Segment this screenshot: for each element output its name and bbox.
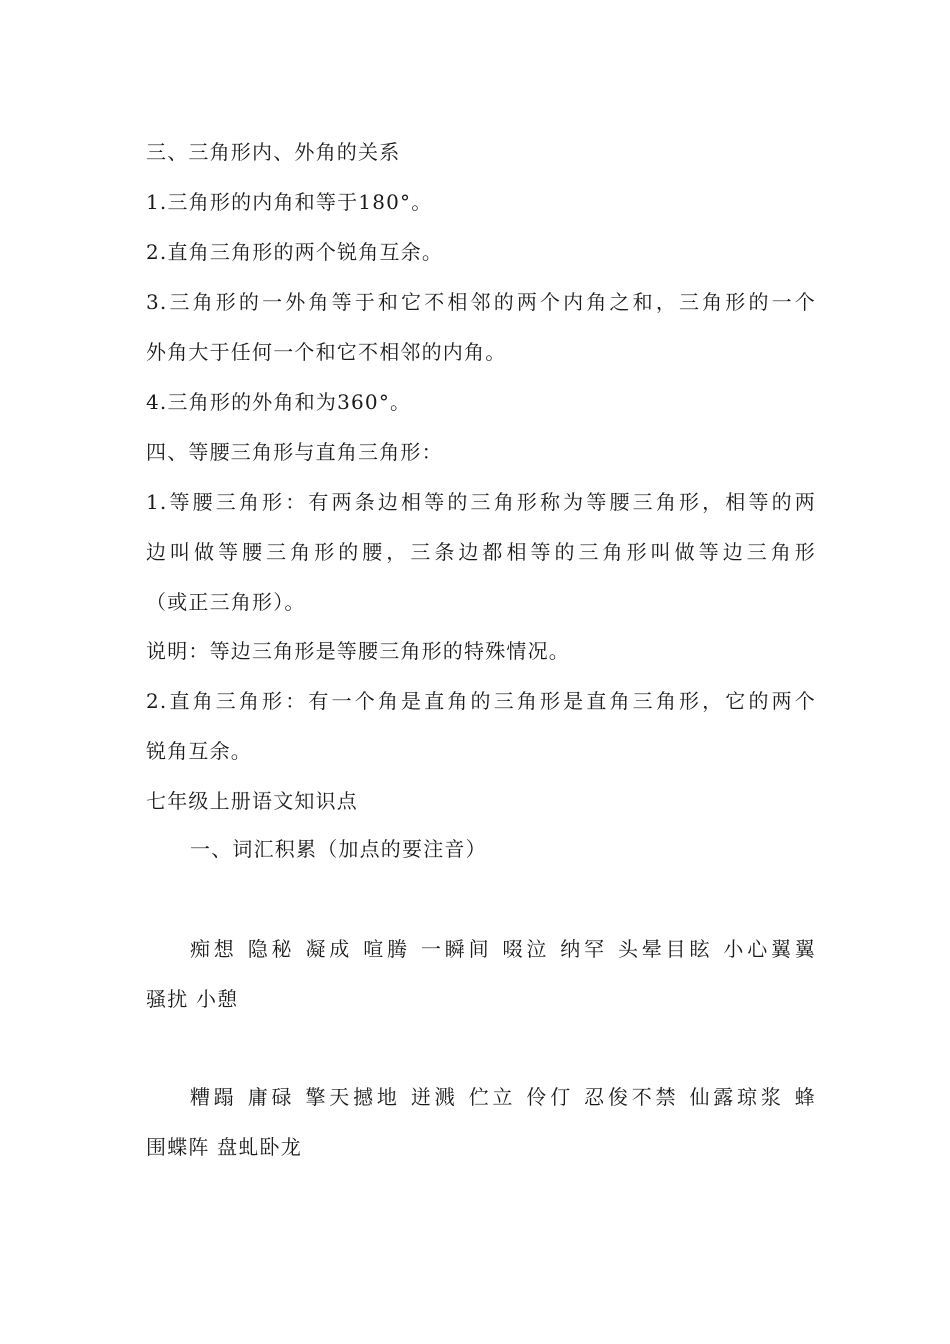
chinese-section-title: 七年级上册语文知识点 (146, 789, 358, 813)
section-4-item-1-line-2: 边叫做等腰三角形的腰，三条边都相等的三角形叫做等边三角形 (146, 540, 816, 564)
section-3-item-4: 4.三角形的外角和为360°。 (146, 390, 412, 414)
section-3-item-1: 1.三角形的内角和等于180°。 (146, 190, 433, 214)
section-4-item-2-line-2: 锐角互余。 (146, 739, 252, 763)
section-3-item-3-line-1: 3.三角形的一外角等于和它不相邻的两个内角之和，三角形的一个 (146, 290, 816, 314)
section-4-note: 说明：等边三角形是等腰三角形的特殊情况。 (146, 639, 570, 663)
section-4-item-2-line-1: 2.直角三角形：有一个角是直角的三角形是直角三角形，它的两个 (146, 689, 816, 713)
vocabulary-group-1-line-2: 骚扰 小憩 (146, 987, 239, 1011)
vocabulary-group-2-line-2: 围蝶阵 盘虬卧龙 (146, 1135, 302, 1159)
section-4-item-1-line-3: （或正三角形）。 (146, 590, 306, 614)
section-3-item-3-line-2: 外角大于任何一个和它不相邻的内角。 (146, 340, 507, 364)
section-3-item-2: 2.直角三角形的两个锐角互余。 (146, 240, 444, 264)
vocabulary-heading: 一、词汇积累（加点的要注音） (190, 837, 487, 861)
section-3-heading: 三、三角形内、外角的关系 (146, 140, 401, 164)
vocabulary-group-1-line-1: 痴想 隐秘 凝成 喧腾 一瞬间 啜泣 纳罕 头晕目眩 小心翼翼 (190, 937, 816, 961)
section-4-item-1-line-1: 1.等腰三角形：有两条边相等的三角形称为等腰三角形，相等的两 (146, 490, 816, 514)
vocabulary-group-2-line-1: 糟蹋 庸碌 擎天撼地 迸溅 伫立 伶仃 忍俊不禁 仙露琼浆 蜂 (190, 1085, 816, 1109)
section-4-heading: 四、等腰三角形与直角三角形： (146, 440, 443, 464)
